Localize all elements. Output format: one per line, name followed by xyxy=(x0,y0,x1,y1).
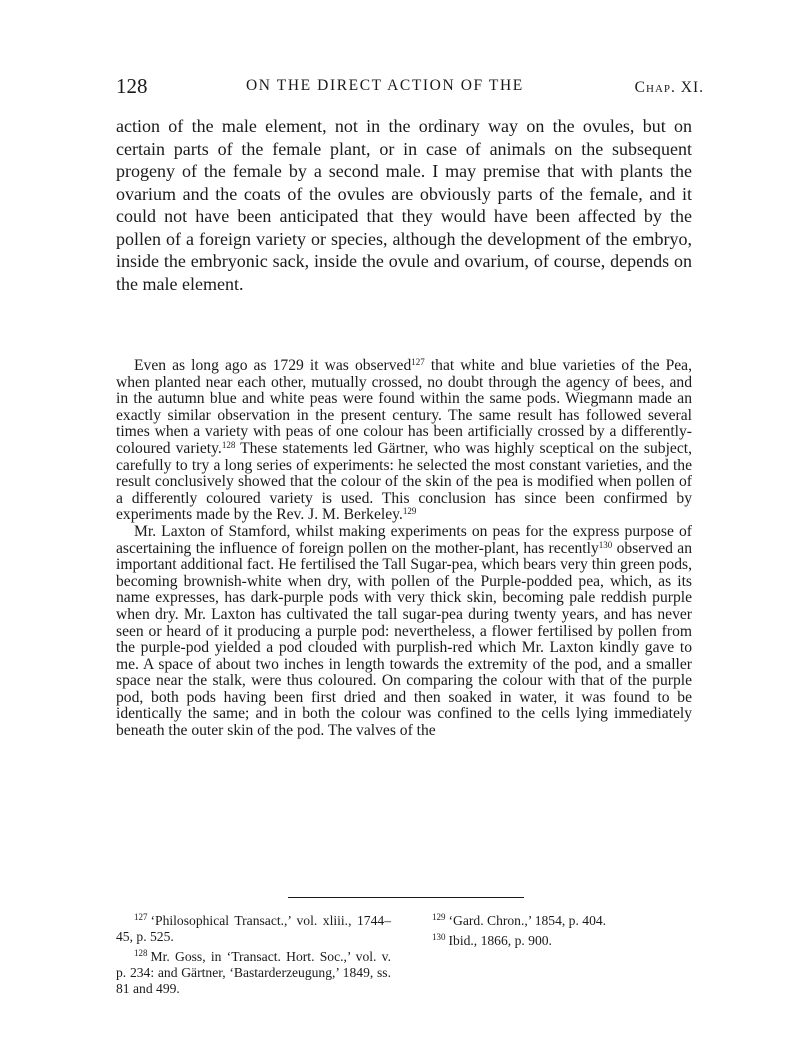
paragraph-laxton xyxy=(116,524,692,740)
footnote-number: 129 xyxy=(432,912,446,922)
chapter-label: Chap. XI. xyxy=(634,79,704,96)
footnote-ref-130[interactable]: 130 xyxy=(598,539,613,550)
running-head xyxy=(116,74,704,104)
page-number: 128 xyxy=(116,74,148,98)
footnote-ref-127[interactable]: 127 xyxy=(411,357,425,367)
text-run: These statements led Gärtner, who was highly sceptical on the subject, carefully to try a long series of experiments: he selected the most constant varieties, and the result conclusively showed that the colour of the skin of the pea is modified when pollen of a differently coloured variety is used. This conclusion has since been confirmed by experiments made by the Rev. J. M. Berkeley. xyxy=(116,439,692,524)
footnote-129 xyxy=(414,909,692,929)
intro-text-block xyxy=(116,115,692,295)
text-run: that white and blue varieties of the Pea, when planted near each other, mutually crossed, no doubt through the agency of bees, and in the autumn blue and white peas were found within the same pods. Wiegmann made an exactly similar observation in the present century. The same result has followed several times when a variety with peas of one colour has been artificially crossed by a differently-coloured variety. xyxy=(116,357,692,457)
footnote-ref-129[interactable]: 129 xyxy=(402,506,417,517)
footnotes-left-column xyxy=(116,909,391,997)
footnote-number: 128 xyxy=(134,948,148,958)
text-run: observed an important additional fact. He fertilised the Tall Sugar-pea, which bears very thin green pods, becoming brownish-white when dry, with pollen of the Purple-podded pea, which, as its name expresses, has dark-purple pods with very thick skin, becoming pale reddish purple when dry. Mr. Laxton has cultivated the tall sugar-pea during twenty years, and has never seen or heard of it producing a purple pod: nevertheless, a flower fertilised by pollen from the purple-pod yielded a pod clouded with purplish-red which Mr. Laxton kindly gave to me. A space of about two inches in length towards the extremity of the pod, and a smaller space near the stalk, were thus coloured. On comparing the colour with that of the purple pod, both pods having been first dried and then soaked in water, it was found to be identically the same; and in both the colour was confined to the cells lying immediately beneath the outer skin of the pod. The valves of the xyxy=(116,539,692,740)
footnotes-right-column xyxy=(414,909,692,949)
footnote-text: Ibid., 1866, p. 900. xyxy=(448,933,552,948)
footnote-text: ‘Gard. Chron.,’ 1854, p. 404. xyxy=(448,913,607,928)
footnote-130 xyxy=(414,929,692,949)
footnote-ref-128[interactable]: 128 xyxy=(221,439,236,450)
text-run: Even as long ago as 1729 it was observed xyxy=(134,357,412,374)
body-text-block xyxy=(116,358,692,740)
footnote-number: 130 xyxy=(432,932,446,942)
paragraph-pea-crossing xyxy=(116,358,692,524)
footnote-number: 127 xyxy=(134,912,148,922)
footnote-127 xyxy=(116,909,391,945)
intro-paragraph: action of the male element, not in the ordinary way on the ovules, but on certain parts of the female plant, or in case of animals on the subsequent progeny of the female by a second male. I may premise that with plants the ovarium and the coats of the ovules are obviously parts of the female, and it could not have been anticipated that they would have been affected by the pollen of a foreign variety or species, although the development of the embryo, inside the embryonic sack, inside the ovule and ovarium, of course, depends on the male element. xyxy=(116,116,692,294)
footnote-text: ‘Philosophical Transact.,’ vol. xliii., 1744–45, p. 525. xyxy=(116,913,391,944)
running-title: ON THE DIRECT ACTION OF THE xyxy=(246,77,524,94)
footnote-divider xyxy=(288,897,524,898)
text-run: Mr. Laxton of Stamford, whilst making experiments on peas for the express purpose of ascertaining the influence of foreign pollen on the mother-plant, has recently xyxy=(116,522,692,557)
footnote-text: Mr. Goss, in ‘Transact. Hort. Soc.,’ vol. v. p. 234: and Gärtner, ‘Bastarderzeugung,’ 1849, ss. 81 and 499. xyxy=(116,949,391,996)
footnote-128 xyxy=(116,945,391,997)
